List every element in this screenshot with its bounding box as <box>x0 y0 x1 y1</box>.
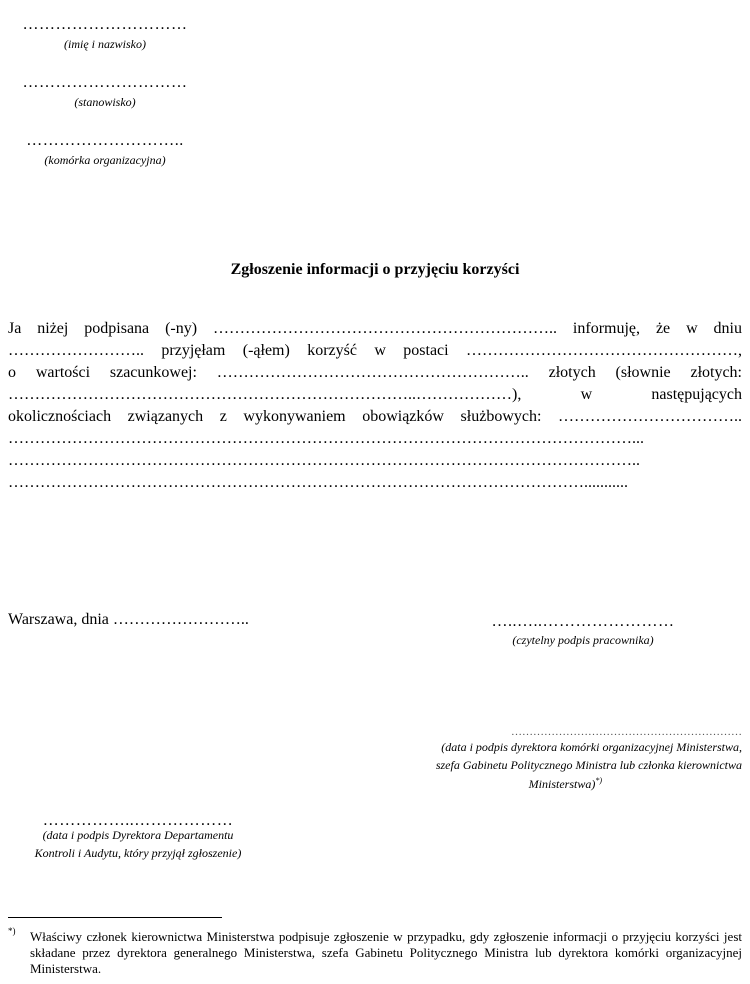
body-line-6: ………………………………………………………………………………………………………... <box>8 430 644 447</box>
body-line-4: …………………………………………………………………..………………), w następujących <box>8 386 742 403</box>
body-line-8: ………………………………………………………………………………………………........... <box>8 474 628 491</box>
name-dots: ………………………… <box>22 16 188 33</box>
name-caption: (imię i nazwisko) <box>64 37 146 51</box>
footnote-text: Właściwy członek kierownictwa Ministerstwa podpisuje zgłoszenie w przypadku, gdy zgłoszenie informacji o przyjęciu korzyści jest składane przez dyrektora generalnego Ministerstwa, szefa Gabinetu Politycznego Ministra lub dyrektora komórki organizacyjnej Ministerstwa. <box>30 929 742 976</box>
audit-signature-dots: ……………..……………… <box>42 812 234 829</box>
body-line-1: Ja niżej podpisana (-ny) ……………………………………………………….. informuję, że w dniu <box>8 320 742 337</box>
body-line-3: o wartości szacunkowej: ………………………………………………….. złotych (słownie złotych: <box>8 364 742 381</box>
position-caption: (stanowisko) <box>74 95 136 109</box>
employee-signature-dots: …..…..…………………… <box>491 613 675 630</box>
director-caption-line-2: szefa Gabinetu Politycznego Ministra lub członka kierownictwa <box>435 758 742 772</box>
body-line-7: ……………………………………………………………………………………………………….. <box>8 452 640 469</box>
place-date: Warszawa, dnia …………………….. <box>8 611 249 628</box>
director-caption-line-3 <box>380 776 602 792</box>
unit-caption: (komórka organizacyjna) <box>44 153 166 167</box>
audit-caption-line-2: Kontroli i Audytu, który przyjął zgłoszenie) <box>34 846 242 860</box>
employee-signature-caption: (czytelny podpis pracownika) <box>512 633 654 647</box>
footnote-mark: *) <box>8 926 16 936</box>
position-dots: ………………………… <box>22 74 188 91</box>
body-line-5: okolicznościach związanych z wykonywaniem obowiązków służbowych: …………………………….. <box>8 408 742 425</box>
director-signature-dots: ……………………………………………………… <box>511 726 742 738</box>
director-caption-line-1: (data i podpis dyrektora komórki organizacyjnej Ministerstwa, <box>441 740 742 754</box>
unit-dots: ……………………….. <box>26 132 184 149</box>
footnote-ref: *) <box>595 776 602 785</box>
director-caption-text: Ministerstwa) <box>528 777 596 791</box>
footnote-rule <box>8 917 222 918</box>
document-title: Zgłoszenie informacji o przyjęciu korzyści <box>230 261 520 278</box>
audit-caption-line-1: (data i podpis Dyrektora Departamentu <box>42 828 234 842</box>
body-line-2: …………………….. przyjęłam (-ąłem) korzyść w postaci ……………………………………………, <box>8 342 742 359</box>
